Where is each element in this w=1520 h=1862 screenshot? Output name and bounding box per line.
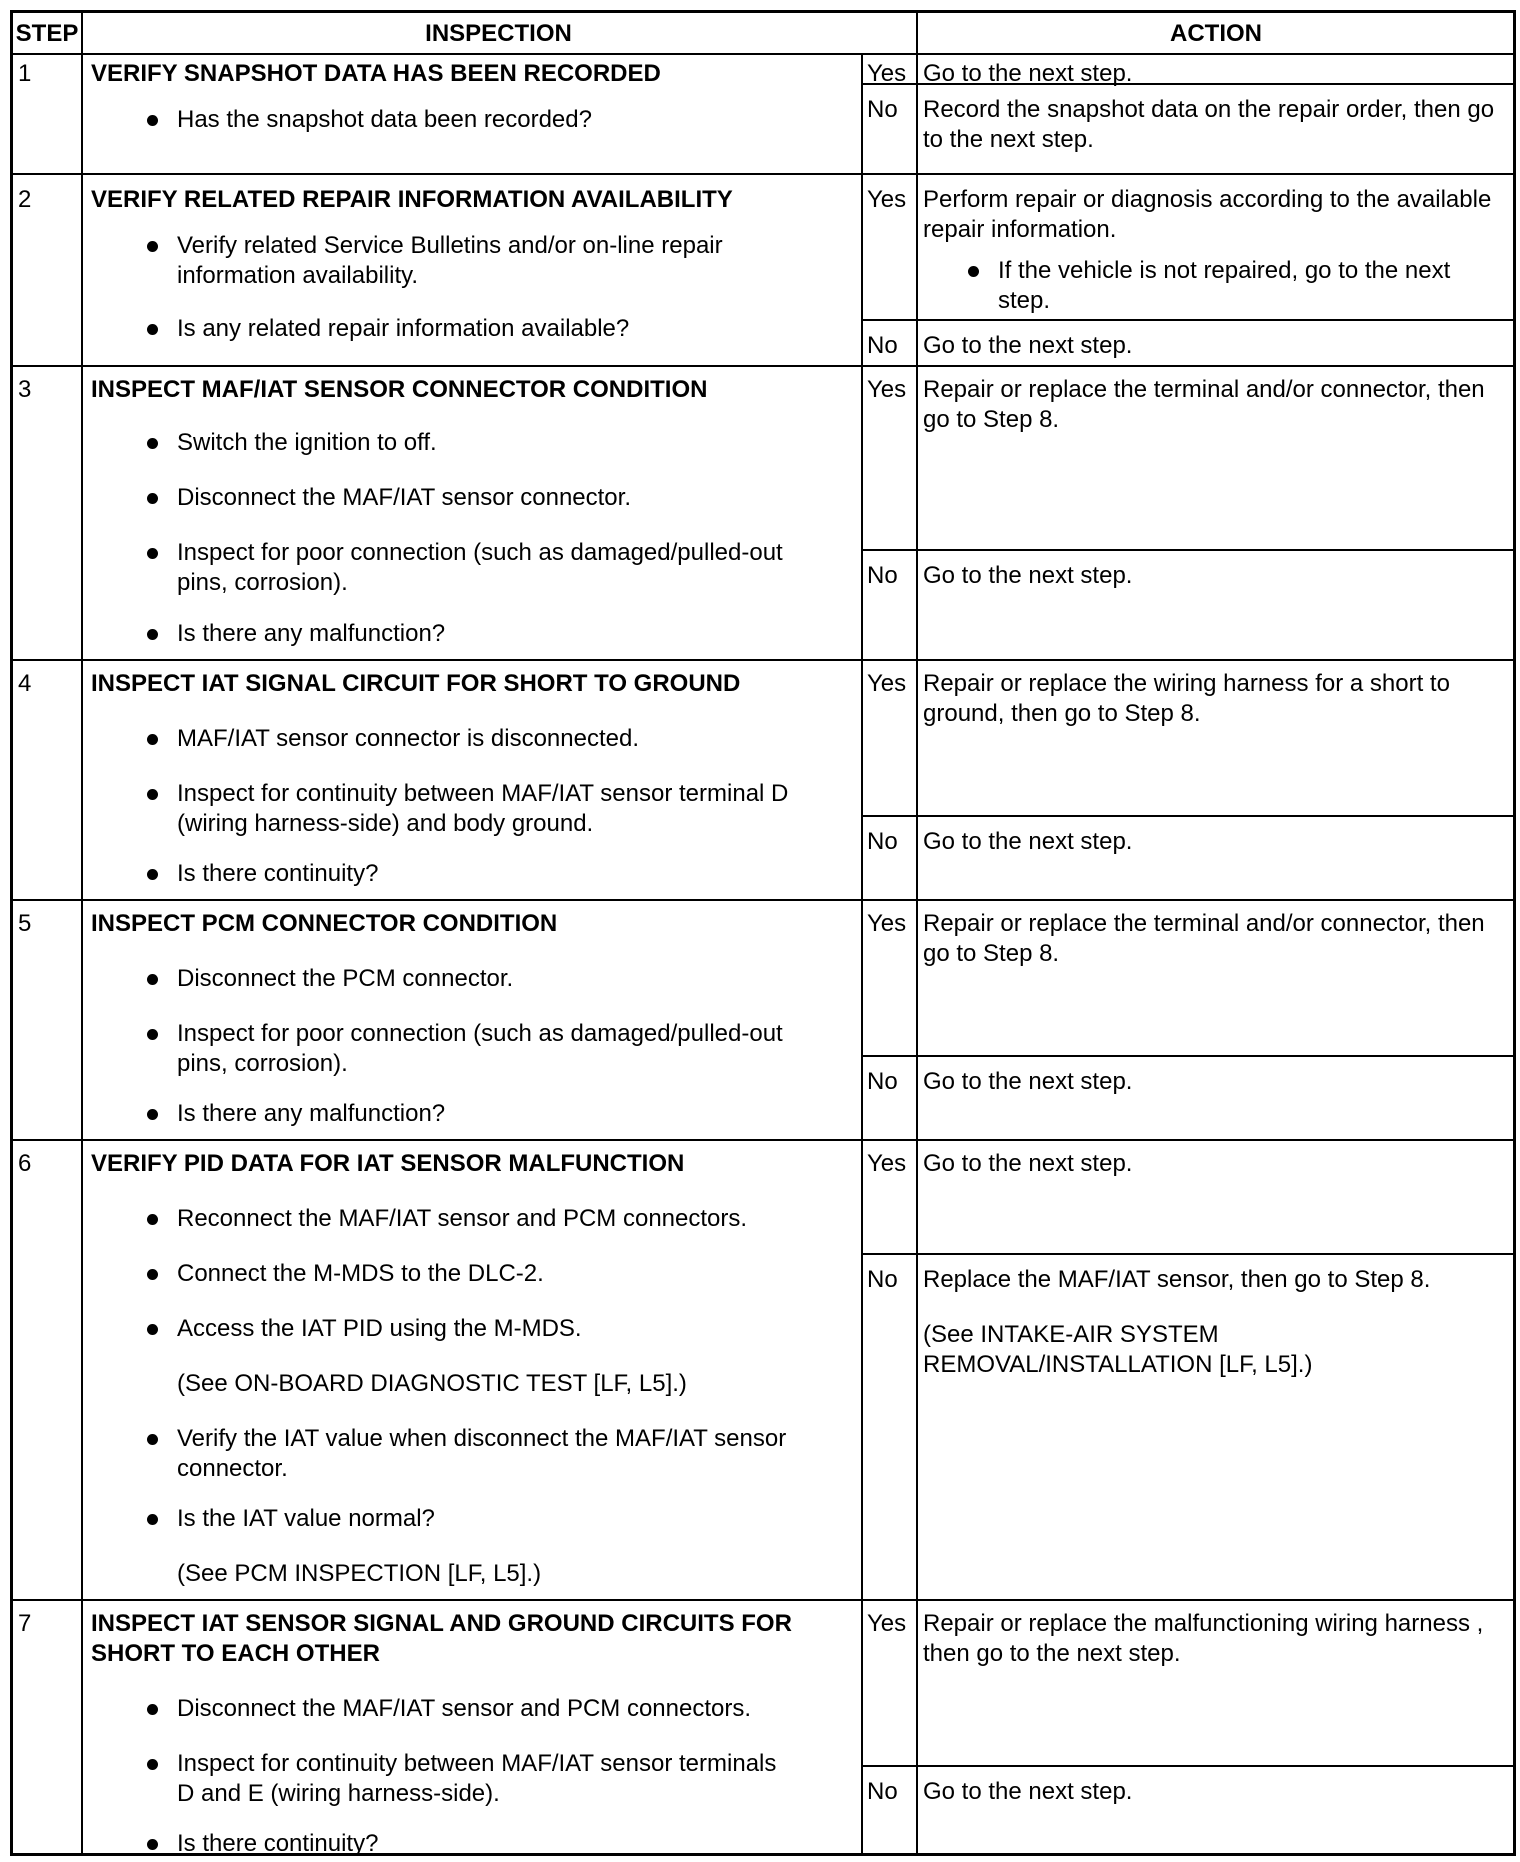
header-inspection: INSPECTION bbox=[425, 20, 572, 47]
no-label: No bbox=[867, 1778, 898, 1805]
step-title: VERIFY RELATED REPAIR INFORMATION AVAILABILITY bbox=[91, 186, 733, 213]
yes-no-divider bbox=[861, 319, 1516, 321]
bullet-icon bbox=[147, 734, 158, 745]
step-number: 2 bbox=[18, 186, 32, 213]
yes-action: then go to the next step. bbox=[923, 1640, 1181, 1667]
row-divider bbox=[13, 1139, 1513, 1141]
no-action: Go to the next step. bbox=[923, 562, 1133, 589]
yes-no-column-divider bbox=[861, 53, 863, 173]
yes-label: Yes bbox=[867, 1150, 907, 1177]
inspection-item: Inspect for continuity between MAF/IAT sensor terminal D bbox=[177, 780, 789, 807]
no-action: Replace the MAF/IAT sensor, then go to Step 8. bbox=[923, 1266, 1431, 1293]
no-label: No bbox=[867, 332, 898, 359]
step-number: 7 bbox=[18, 1610, 32, 1637]
yes-no-column-divider bbox=[861, 365, 863, 659]
inspection-item: Disconnect the MAF/IAT sensor connector. bbox=[177, 484, 631, 511]
inspection-item: Disconnect the MAF/IAT sensor and PCM connectors. bbox=[177, 1695, 752, 1722]
no-action: to the next step. bbox=[923, 126, 1094, 153]
inspection-item: Connect the M-MDS to the DLC-2. bbox=[177, 1260, 544, 1287]
inspection-item: Is any related repair information available? bbox=[177, 315, 630, 342]
bullet-icon bbox=[968, 266, 979, 277]
bullet-icon bbox=[147, 1029, 158, 1040]
yes-action: Repair or replace the wiring harness for a short to bbox=[923, 670, 1450, 697]
bullet-icon bbox=[147, 789, 158, 800]
yes-no-divider bbox=[861, 1055, 1516, 1057]
no-label: No bbox=[867, 1068, 898, 1095]
inspection-item: Verify the IAT value when disconnect the MAF/IAT sensor bbox=[177, 1425, 787, 1452]
yes-action: repair information. bbox=[923, 216, 1117, 243]
row-divider bbox=[13, 1599, 1513, 1601]
inspection-item: Is the IAT value normal? bbox=[177, 1505, 435, 1532]
bullet-icon bbox=[147, 1839, 158, 1850]
header-action: ACTION bbox=[1170, 20, 1262, 47]
inspection-item: Is there any malfunction? bbox=[177, 620, 446, 647]
bullet-icon bbox=[147, 1324, 158, 1335]
yes-label: Yes bbox=[867, 1610, 907, 1637]
bullet-icon bbox=[147, 1704, 158, 1715]
no-reference: (See INTAKE-AIR SYSTEM bbox=[923, 1321, 1219, 1348]
inspection-item: Reconnect the MAF/IAT sensor and PCM connectors. bbox=[177, 1205, 748, 1232]
row-divider bbox=[13, 173, 1513, 175]
yes-action: Go to the next step. bbox=[923, 1150, 1133, 1177]
inspection-item: connector. bbox=[177, 1455, 288, 1482]
inspection-item: (wiring harness-side) and body ground. bbox=[177, 810, 594, 837]
inspection-table bbox=[10, 10, 1516, 1856]
inspection-item: Switch the ignition to off. bbox=[177, 429, 437, 456]
yes-label: Yes bbox=[867, 376, 907, 403]
inspection-item: Inspect for poor connection (such as damaged/pulled-out bbox=[177, 1020, 783, 1047]
step-number: 4 bbox=[18, 670, 32, 697]
inspection-item: Disconnect the PCM connector. bbox=[177, 965, 514, 992]
bullet-icon bbox=[147, 1514, 158, 1525]
bullet-icon bbox=[147, 324, 158, 335]
yes-action: Repair or replace the terminal and/or connector, then bbox=[923, 376, 1485, 403]
inspection-item: Has the snapshot data been recorded? bbox=[177, 106, 592, 133]
bullet-icon bbox=[147, 1269, 158, 1280]
yes-no-column-divider bbox=[861, 1139, 863, 1599]
yes-sub-action: step. bbox=[998, 287, 1051, 314]
no-label: No bbox=[867, 828, 898, 855]
no-action: Go to the next step. bbox=[923, 1068, 1133, 1095]
yes-label: Yes bbox=[867, 670, 907, 697]
bullet-icon bbox=[147, 493, 158, 504]
bullet-icon bbox=[147, 869, 158, 880]
step-title: VERIFY SNAPSHOT DATA HAS BEEN RECORDED bbox=[91, 60, 661, 87]
bullet-icon bbox=[147, 974, 158, 985]
yes-action: ground, then go to Step 8. bbox=[923, 700, 1201, 727]
bullet-icon bbox=[147, 115, 158, 126]
row-divider bbox=[13, 899, 1513, 901]
inspection-item: D and E (wiring harness-side). bbox=[177, 1780, 500, 1807]
no-reference: REMOVAL/INSTALLATION [LF, L5].) bbox=[923, 1351, 1313, 1378]
step-title: INSPECT MAF/IAT SENSOR CONNECTOR CONDITION bbox=[91, 376, 708, 403]
inspection-item: Is there any malfunction? bbox=[177, 1100, 446, 1127]
step-number: 6 bbox=[18, 1150, 32, 1177]
inspection-item: (See ON-BOARD DIAGNOSTIC TEST [LF, L5].) bbox=[177, 1370, 687, 1397]
yes-label: Yes bbox=[867, 60, 907, 87]
inspection-item: pins, corrosion). bbox=[177, 1050, 348, 1077]
step-title: VERIFY PID DATA FOR IAT SENSOR MALFUNCTION bbox=[91, 1150, 685, 1177]
yes-no-divider bbox=[861, 549, 1516, 551]
bullet-icon bbox=[147, 548, 158, 559]
yes-sub-action: If the vehicle is not repaired, go to the next bbox=[998, 257, 1451, 284]
no-label: No bbox=[867, 1266, 898, 1293]
no-action: Go to the next step. bbox=[923, 828, 1133, 855]
yes-no-column-divider bbox=[861, 659, 863, 899]
header-step: STEP bbox=[15, 20, 79, 47]
yes-action: Go to the next step. bbox=[923, 60, 1133, 87]
bullet-icon bbox=[147, 1214, 158, 1225]
yes-no-divider bbox=[861, 815, 1516, 817]
step-column-divider bbox=[81, 13, 83, 1853]
inspection-item: Inspect for continuity between MAF/IAT sensor terminals bbox=[177, 1750, 777, 1777]
inspection-item: information availability. bbox=[177, 262, 418, 289]
action-column-divider bbox=[916, 13, 918, 1853]
no-action: Record the snapshot data on the repair order, then go bbox=[923, 96, 1495, 123]
inspection-item: Verify related Service Bulletins and/or on-line repair bbox=[177, 232, 723, 259]
yes-no-column-divider bbox=[861, 1599, 863, 1853]
inspection-item: (See PCM INSPECTION [LF, L5].) bbox=[177, 1560, 542, 1587]
no-label: No bbox=[867, 96, 898, 123]
step-title: INSPECT IAT SIGNAL CIRCUIT FOR SHORT TO GROUND bbox=[91, 670, 741, 697]
inspection-item: MAF/IAT sensor connector is disconnected. bbox=[177, 725, 639, 752]
yes-label: Yes bbox=[867, 910, 907, 937]
bullet-icon bbox=[147, 1759, 158, 1770]
step-number: 1 bbox=[18, 60, 32, 87]
yes-action: Perform repair or diagnosis according to the available bbox=[923, 186, 1492, 213]
inspection-item: Is there continuity? bbox=[177, 1830, 379, 1857]
bullet-icon bbox=[147, 438, 158, 449]
yes-label: Yes bbox=[867, 186, 907, 213]
yes-no-divider bbox=[861, 1253, 1516, 1255]
yes-action: go to Step 8. bbox=[923, 406, 1060, 433]
bullet-icon bbox=[147, 1109, 158, 1120]
step-number: 5 bbox=[18, 910, 32, 937]
step-number: 3 bbox=[18, 376, 32, 403]
bullet-icon bbox=[147, 629, 158, 640]
bullet-icon bbox=[147, 1434, 158, 1445]
inspection-item: Inspect for poor connection (such as damaged/pulled-out bbox=[177, 539, 783, 566]
bullet-icon bbox=[147, 241, 158, 252]
step-title: INSPECT PCM CONNECTOR CONDITION bbox=[91, 910, 558, 937]
no-action: Go to the next step. bbox=[923, 332, 1133, 359]
header-divider bbox=[13, 53, 1513, 55]
no-action: Go to the next step. bbox=[923, 1778, 1133, 1805]
no-label: No bbox=[867, 562, 898, 589]
yes-no-column-divider bbox=[861, 173, 863, 365]
row-divider bbox=[13, 659, 1513, 661]
step-title: SHORT TO EACH OTHER bbox=[91, 1640, 380, 1667]
yes-action: Repair or replace the terminal and/or connector, then bbox=[923, 910, 1485, 937]
yes-action: Repair or replace the malfunctioning wiring harness , bbox=[923, 1610, 1484, 1637]
yes-no-divider bbox=[861, 1765, 1516, 1767]
step-title: INSPECT IAT SENSOR SIGNAL AND GROUND CIRCUITS FOR bbox=[91, 1610, 792, 1637]
inspection-item: Access the IAT PID using the M-MDS. bbox=[177, 1315, 582, 1342]
yes-action: go to Step 8. bbox=[923, 940, 1060, 967]
inspection-item: pins, corrosion). bbox=[177, 569, 348, 596]
inspection-item: Is there continuity? bbox=[177, 860, 379, 887]
yes-no-column-divider bbox=[861, 899, 863, 1139]
row-divider bbox=[13, 365, 1513, 367]
